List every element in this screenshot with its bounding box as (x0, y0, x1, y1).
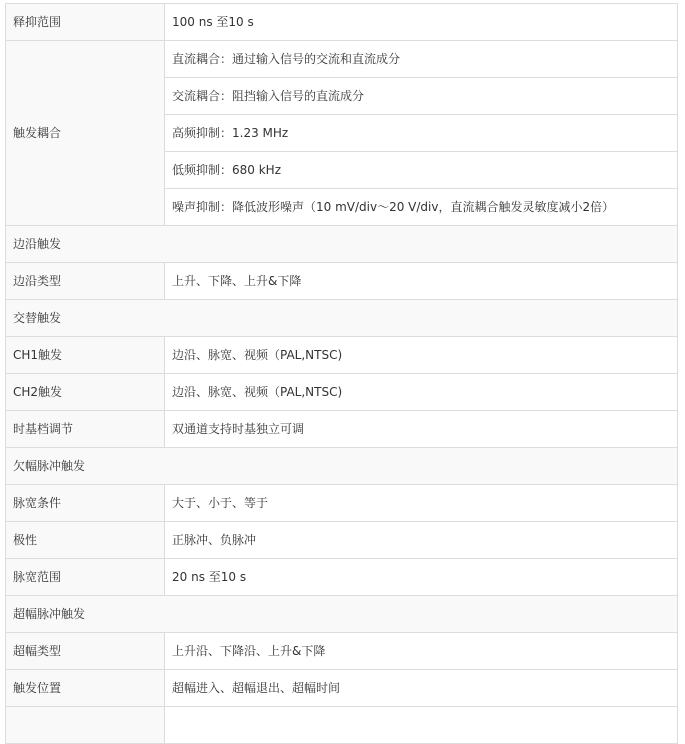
table-row (6, 522, 678, 559)
row-value: 边沿、脉宽、视频（PAL,NTSC) (165, 337, 678, 374)
row-value: 上升沿、下降沿、上升&下降 (165, 633, 678, 670)
row-label: 脉宽条件 (6, 485, 165, 522)
section-title: 欠幅脉冲触发 (6, 448, 678, 485)
row-label (6, 707, 165, 744)
row-value: 100 ns 至10 s (165, 4, 678, 41)
table-row (6, 707, 678, 744)
row-value: 边沿、脉宽、视频（PAL,NTSC) (165, 374, 678, 411)
row-value: 双通道支持时基独立可调 (165, 411, 678, 448)
table-row (6, 337, 678, 374)
section-row (6, 448, 678, 485)
row-label: 释抑范围 (6, 4, 165, 41)
table-row (6, 670, 678, 707)
table-row (6, 41, 678, 78)
row-value: 低频抑制：680 kHz (165, 152, 678, 189)
row-label: 时基档调节 (6, 411, 165, 448)
table-row (6, 485, 678, 522)
row-label: CH1触发 (6, 337, 165, 374)
table-row (6, 263, 678, 300)
row-value: 交流耦合：阻挡输入信号的直流成分 (165, 78, 678, 115)
table-row (6, 633, 678, 670)
table-row (6, 559, 678, 596)
row-label: 超幅类型 (6, 633, 165, 670)
section-title: 超幅脉冲触发 (6, 596, 678, 633)
row-label: 触发耦合 (6, 41, 165, 226)
table-row (6, 411, 678, 448)
row-value: 高频抑制：1.23 MHz (165, 115, 678, 152)
row-value: 20 ns 至10 s (165, 559, 678, 596)
section-row (6, 596, 678, 633)
row-label: 边沿类型 (6, 263, 165, 300)
section-row (6, 226, 678, 263)
section-title: 交替触发 (6, 300, 678, 337)
row-label: 触发位置 (6, 670, 165, 707)
row-value: 超幅进入、超幅退出、超幅时间 (165, 670, 678, 707)
spec-table (5, 3, 678, 744)
row-label: CH2触发 (6, 374, 165, 411)
section-title: 边沿触发 (6, 226, 678, 263)
row-label: 极性 (6, 522, 165, 559)
row-value: 大于、小于、等于 (165, 485, 678, 522)
row-value: 正脉冲、负脉冲 (165, 522, 678, 559)
row-value: 噪声抑制：降低波形噪声（10 mV/div～20 V/div，直流耦合触发灵敏度减小2倍） (165, 189, 678, 226)
table-row (6, 4, 678, 41)
table-row (6, 374, 678, 411)
row-value: 上升、下降、上升&下降 (165, 263, 678, 300)
row-label: 脉宽范围 (6, 559, 165, 596)
section-row (6, 300, 678, 337)
row-value (165, 707, 678, 744)
row-value: 直流耦合：通过输入信号的交流和直流成分 (165, 41, 678, 78)
